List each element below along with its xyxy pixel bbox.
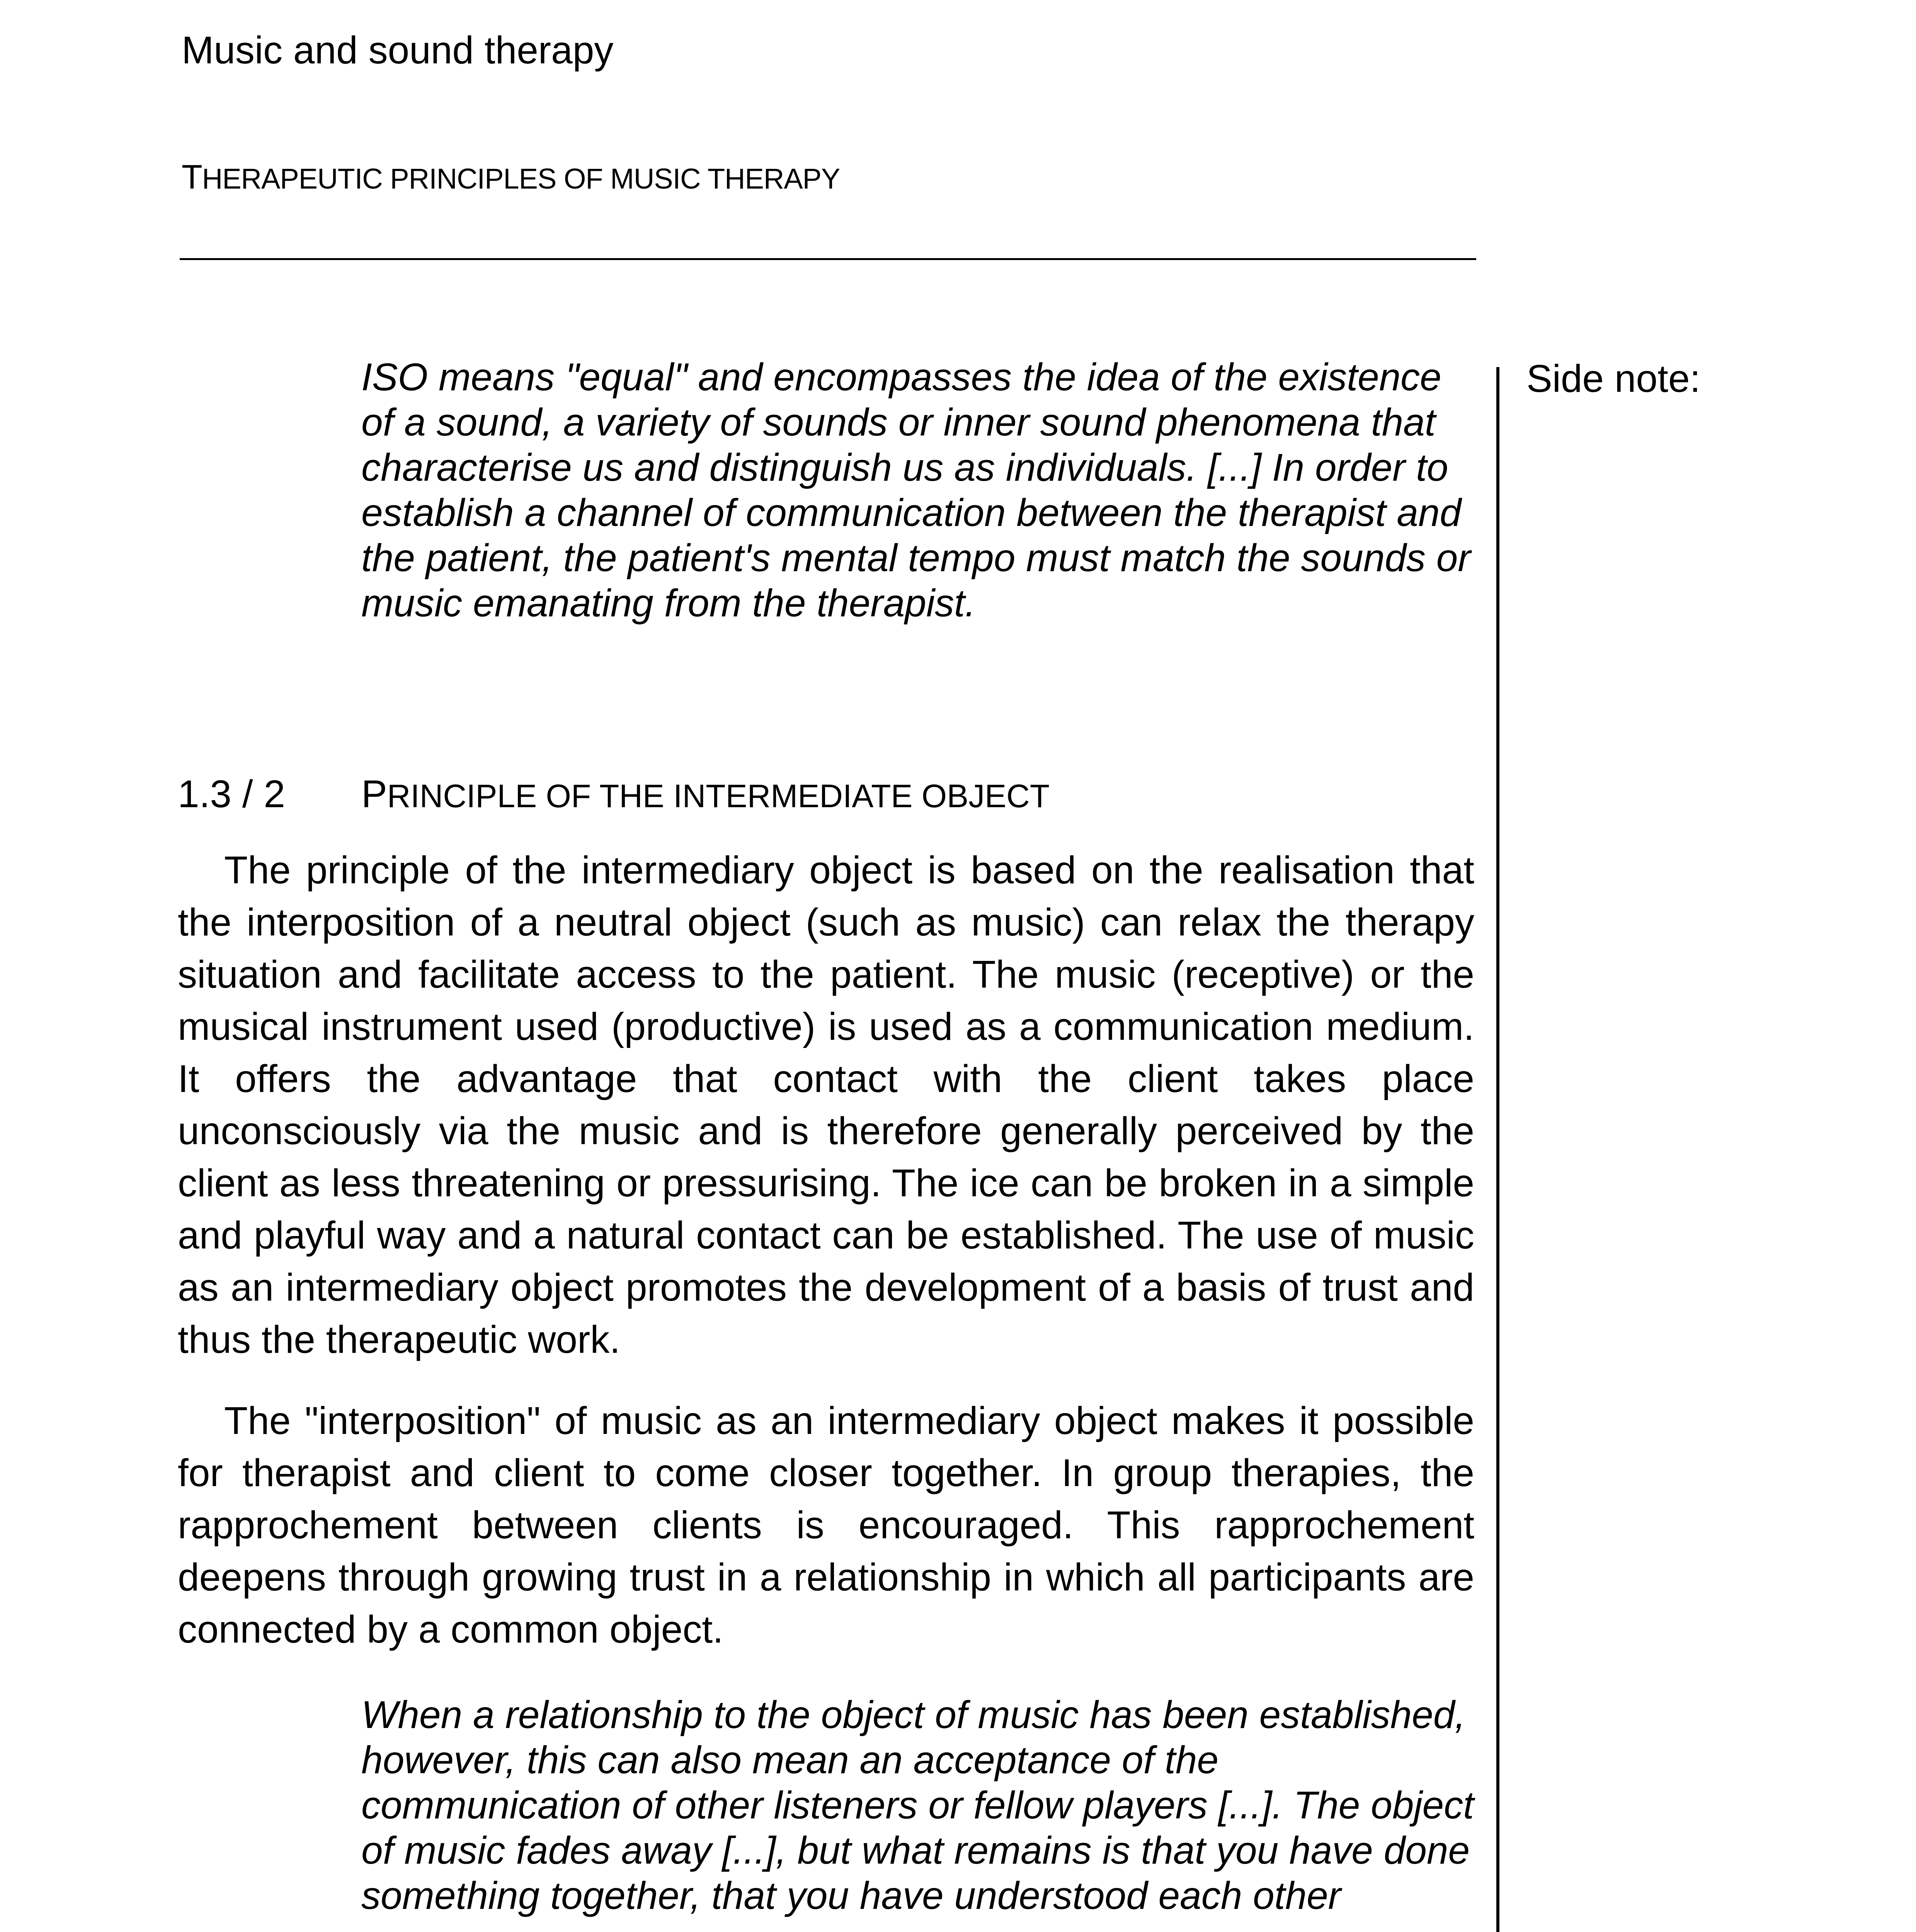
section-title-rest: RINCIPLE OF THE INTERMEDIATE OBJECT [387, 778, 1050, 814]
document-title: Music and sound therapy [182, 29, 614, 72]
block-quote-relationship: When a relationship to the object of music has been established, however, this can also mean an acceptance of the communication of other listeners or fellow players [...]. The object of music fades away [...], but what remains is that you have done something together, that you have understood each other [361, 1693, 1474, 1917]
section-title-initial: P [361, 772, 387, 816]
section-number-1-3-2: 1.3 / 2 [178, 772, 285, 816]
chapter-heading [182, 156, 840, 197]
section-title-intermediate-object [361, 771, 1050, 817]
block-quote-iso: ISO means "equal" and encompasses the idea of the existence of a sound, a variety of sounds or inner sound phenomena that characterise us and distinguish us as individuals. [...] In order to establish a channel of communication between the therapist and the patient, the patient's mental tempo must match the sounds or music emanating from the therapist. [361, 355, 1471, 625]
chapter-heading-rest: HERAPEUTIC PRINCIPLES OF MUSIC THERAPY [202, 163, 840, 195]
chapter-heading-initial: T [182, 158, 202, 196]
paragraph-interposition: The "interposition" of music as an intermediary object makes it possible for therapist and client to come closer together. In group therapies, the rapprochement between clients is encouraged. This rapprochement deepens through growing trust in a relationship in which all participants are connected by a common object. [178, 1399, 1474, 1651]
header-divider [180, 258, 1476, 260]
paragraph-intermediary-principle: The principle of the intermediary object is based on the realisation that the interposition of a neutral object (such as music) can relax the therapy situation and facilitate access to the patient. The music (receptive) or the musical instrument used (productive) is used as a communication medium. It offers the advantage that contact with the client takes place unconsciously via the music and is therefore generally perceived by the client as less threatening or pressurising. The ice can be broken in a simple and playful way and a natural contact can be established. The use of music as an intermediary object promotes the development of a basis of trust and thus the therapeutic work. [178, 849, 1474, 1361]
side-note-label: Side note: [1526, 357, 1701, 400]
sidebar-divider [1496, 367, 1499, 1932]
